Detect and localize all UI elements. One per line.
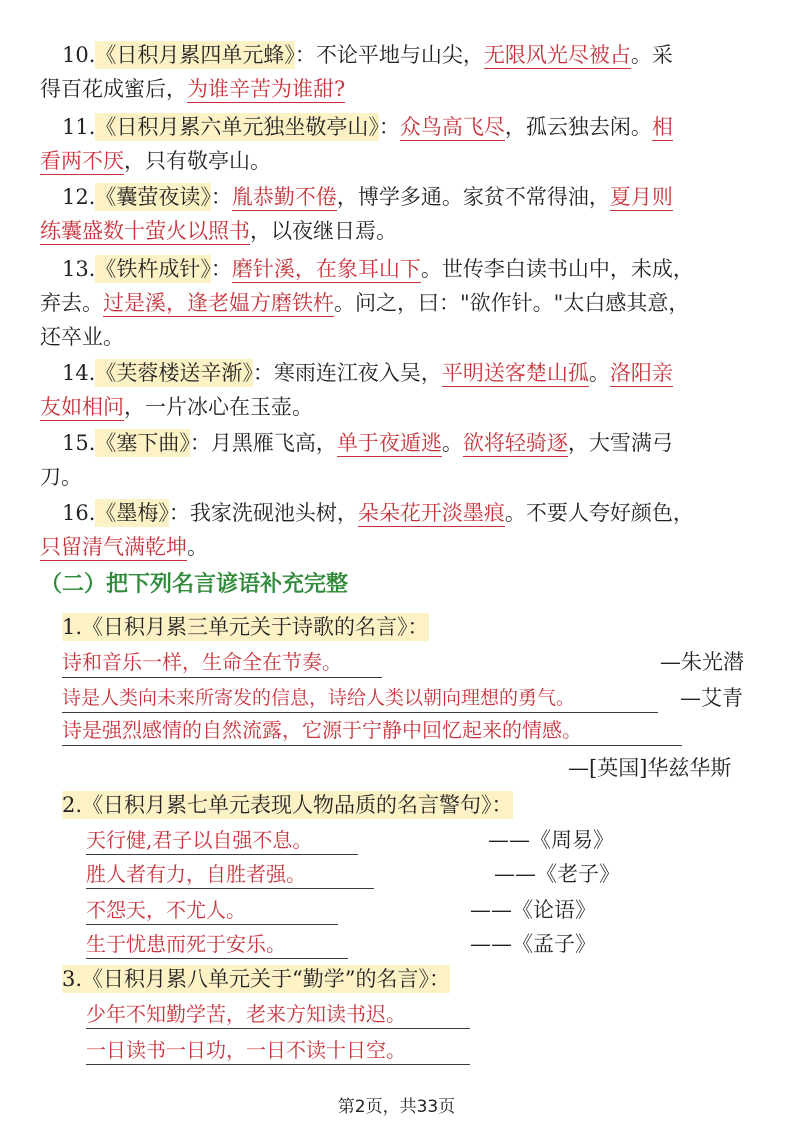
item-title: 《芙蓉楼送辛渐》	[95, 361, 253, 385]
item-16-line-2	[40, 532, 208, 562]
answer: 无限风光尽被占	[483, 43, 631, 67]
item-number: 16.	[62, 501, 96, 525]
item-text: ，只有敬亭山。	[124, 149, 271, 173]
answer: 夏月则	[609, 185, 673, 209]
item-text: 得百花成蜜后，	[40, 77, 187, 101]
item-text: 刀。	[40, 465, 82, 489]
q1-underline-1	[62, 677, 382, 678]
item-text: 还卒业。	[40, 325, 124, 349]
item-number: 14.	[62, 361, 96, 385]
q2-label	[62, 790, 513, 820]
q2-quote-4: 生于忧患而死于安乐。	[86, 932, 286, 956]
item-title: 《铁杵成针》	[95, 257, 211, 281]
item-text: 。	[441, 431, 463, 455]
item-10-line-1	[62, 40, 673, 70]
item-title: 《日积月累四单元蜂》	[95, 43, 295, 67]
q1-quote-3: 诗是强烈感情的自然流露，它源于宁静中回忆起来的情感。	[62, 718, 582, 742]
q1-attribution-1: —朱光潜	[660, 650, 744, 674]
item-12-line-2	[40, 216, 397, 246]
question-title: 1.《日积月累三单元关于诗歌的名言》：	[62, 615, 429, 639]
item-title: 《塞下曲》	[95, 431, 190, 455]
question-title: 3.《日积月累八单元关于“勤学”的名言》：	[62, 967, 451, 991]
item-text: ：不论平地与山尖，	[294, 43, 484, 67]
answer: 磨针溪，在象耳山下	[231, 257, 421, 281]
answer: 友如相问	[40, 395, 124, 419]
answer: 朵朵花开淡墨痕	[357, 501, 505, 525]
item-13-line-2	[40, 288, 689, 318]
item-title: 《墨梅》	[95, 501, 169, 525]
answer: 众鸟高飞尽	[399, 115, 505, 139]
item-text: ，孤云独去闲。	[504, 115, 652, 139]
answer: 单于夜遁逃	[336, 431, 442, 455]
q2-underline-4	[86, 958, 348, 959]
item-text: 。世传李白读书山中，未成，	[420, 257, 694, 281]
item-14-line-1	[62, 358, 673, 388]
item-number: 11.	[62, 115, 96, 139]
q2-attribution-1: ——《周易》	[488, 828, 614, 852]
q3-underline-2	[86, 1064, 470, 1065]
item-15-line-1	[62, 428, 673, 458]
section-heading: （二）把下列名言谚语补充完整	[40, 571, 349, 597]
answer: 相	[651, 115, 673, 139]
q1-label	[62, 612, 429, 642]
item-text: ：	[378, 115, 400, 139]
item-text: ，博学多通。家贫不常得油，	[336, 185, 610, 209]
item-10-line-2	[40, 74, 345, 104]
item-text: 。问之，曰："欲作针。"太白感其意，	[334, 291, 690, 315]
q2-underline-1	[86, 854, 358, 855]
q2-attribution-3: ——《论语》	[470, 898, 596, 922]
item-text: 。不要人夸好颜色，	[504, 501, 694, 525]
page-number: 第2页，共33页	[337, 1097, 456, 1117]
q3-underline-1	[86, 1028, 470, 1029]
item-number: 10.	[62, 43, 96, 67]
q2-quote-2: 胜人者有力，自胜者强。	[86, 862, 306, 886]
answer: 欲将轻骑逐	[462, 431, 568, 455]
q2-underline-3	[86, 924, 338, 925]
item-text: ，以夜继日焉。	[250, 219, 397, 243]
item-number: 12.	[62, 185, 96, 209]
item-text: 。	[187, 535, 208, 559]
item-text: ：我家洗砚池头树，	[168, 501, 358, 525]
item-text: ：月黑雁飞高，	[189, 431, 337, 455]
q3-label	[62, 964, 450, 994]
answer: 平明送客楚山孤	[441, 361, 589, 385]
item-number: 13.	[62, 257, 96, 281]
q2-quote-1: 天行健,君子以自强不息。	[86, 828, 313, 852]
q2-underline-2	[86, 888, 374, 889]
q2-attribution-2: ——《老子》	[494, 862, 620, 886]
item-15-line-2	[40, 462, 82, 492]
q1-quote-2: 诗是人类向未来所寄发的信息，诗给人类以朝向理想的勇气。	[62, 687, 576, 709]
item-number: 15.	[62, 431, 96, 455]
answer: 过是溪，逢老媪方磨铁杵	[103, 291, 334, 315]
q2-quote-3: 不怨天，不尤人。	[86, 898, 246, 922]
q3-quote-1: 少年不知勤学苦，老来方知读书迟。	[86, 1002, 406, 1026]
item-16-line-1	[62, 498, 694, 528]
answer: 练囊盛数十萤火以照书	[40, 219, 250, 243]
item-14-line-2	[40, 392, 313, 422]
answer: 胤恭勤不倦	[231, 185, 337, 209]
item-title: 《日积月累六单元独坐敬亭山》	[95, 115, 379, 139]
item-text: ：寒雨连江夜入吴，	[252, 361, 442, 385]
answer: 为谁辛苦为谁甜?	[187, 77, 346, 101]
question-title: 2.《日积月累七单元表现人物品质的名言警句》：	[62, 793, 513, 817]
q1-attribution-2: —艾青	[680, 686, 743, 710]
q1-attribution-3: —[英国]华兹华斯	[568, 756, 732, 780]
item-text: ：	[210, 257, 232, 281]
q3-quote-2: 一日读书一日功，一日不读十日空。	[86, 1038, 406, 1062]
q1-underline-2	[62, 712, 658, 713]
item-title: 《囊萤夜读》	[95, 185, 211, 209]
item-13-line-3	[40, 322, 124, 352]
item-text: 弃去。	[40, 291, 103, 315]
item-text: ，大雪满弓	[567, 431, 673, 455]
answer: 只留清气满乾坤	[40, 535, 187, 559]
item-11-line-2	[40, 146, 271, 176]
item-11-line-1	[62, 112, 673, 142]
q1-underline-3	[62, 745, 682, 746]
item-text: 。	[588, 361, 610, 385]
answer: 洛阳亲	[609, 361, 673, 385]
item-13-line-1	[62, 254, 694, 284]
item-text: ：	[210, 185, 232, 209]
q1-quote-1: 诗和音乐一样，生命全在节奏。	[62, 650, 342, 674]
item-12-line-1	[62, 182, 673, 212]
q2-attribution-4: ——《孟子》	[470, 932, 596, 956]
answer: 看两不厌	[40, 149, 124, 173]
item-text: 。采	[630, 43, 673, 67]
item-text: ，一片冰心在玉壶。	[124, 395, 313, 419]
